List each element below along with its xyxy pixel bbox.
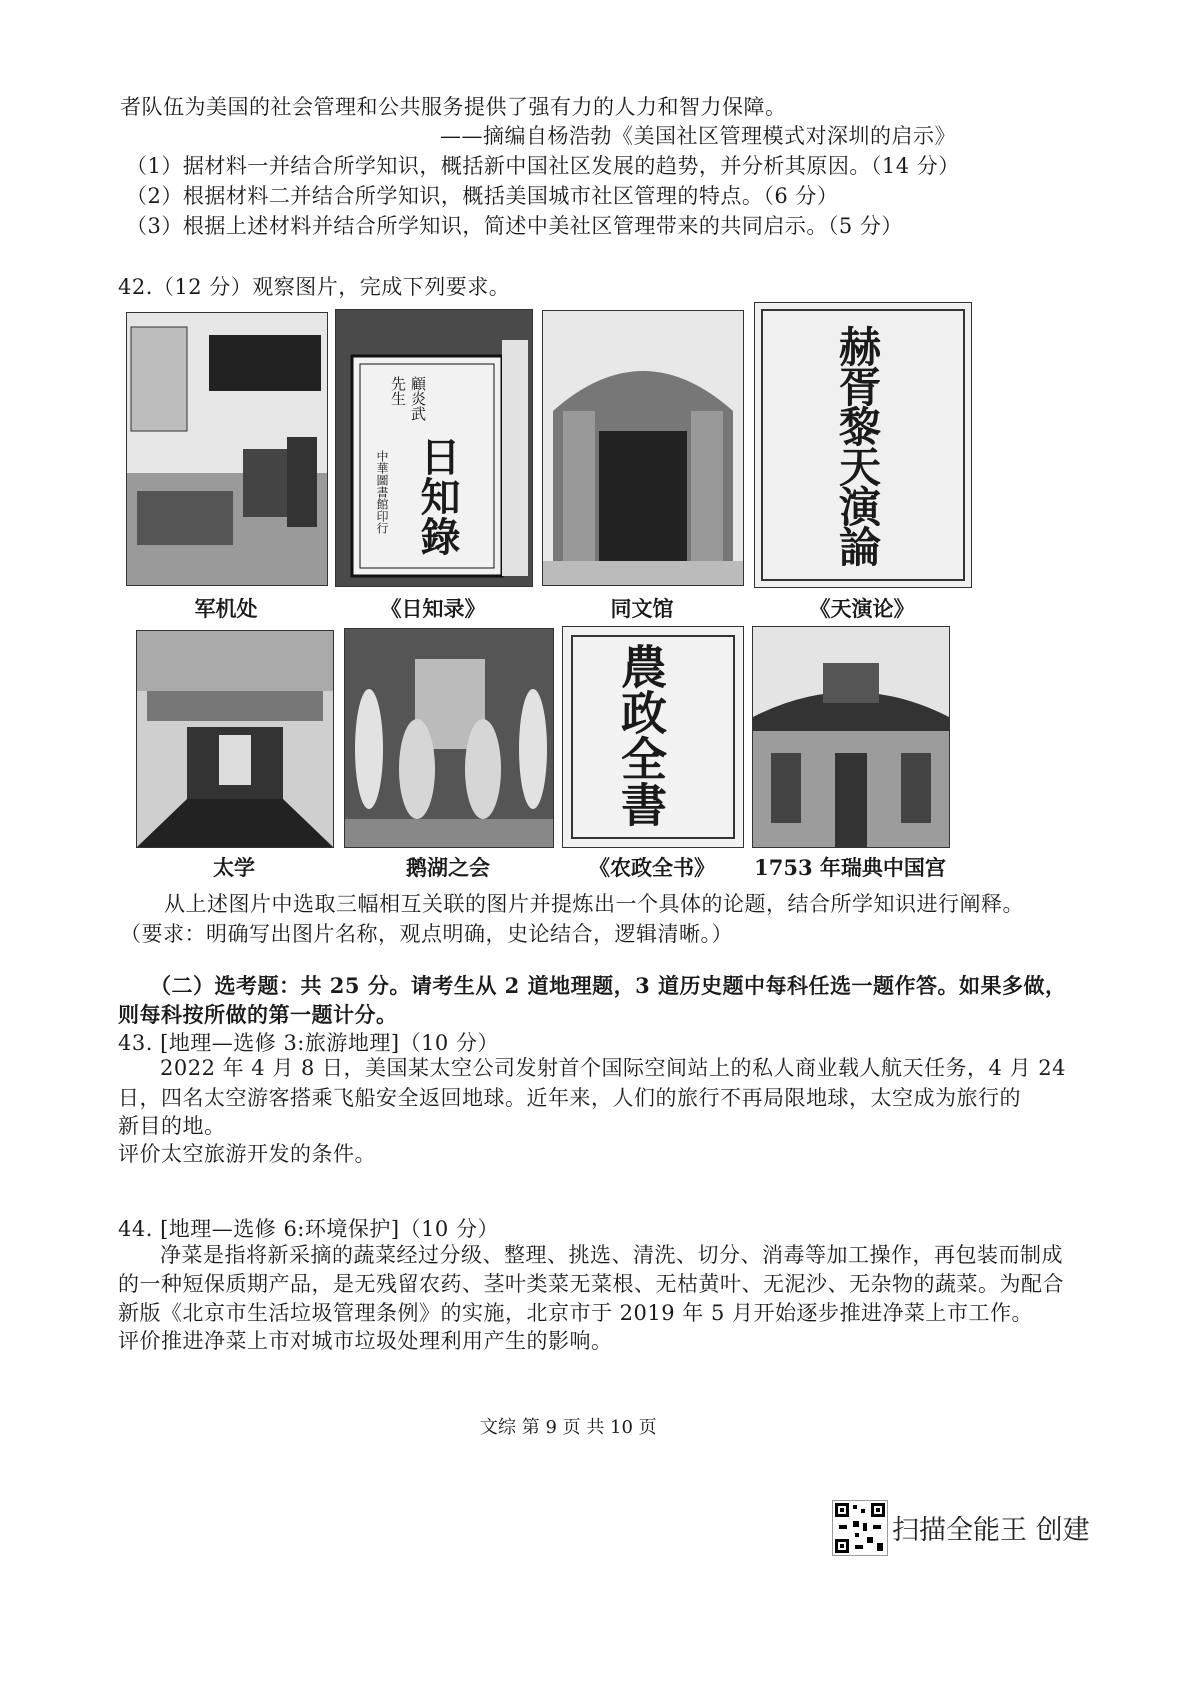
q43-body-2: 日，四名太空游客搭乘飞船安全返回地球。近年来，人们的旅行不再局限地球，太空成为旅行的 [118, 1086, 1021, 1110]
intro-line: 者队伍为美国的社会管理和公共服务提供了强有力的人力和智力保障。 [120, 95, 787, 119]
tianyanlun-photo [754, 302, 972, 588]
q41-sub-2: （2）根据材料二并结合所学知识，概括美国城市社区管理的特点。（6 分） [126, 184, 839, 208]
tongwenguan-photo [542, 310, 744, 586]
q42-heading: 42.（12 分）观察图片，完成下列要求。 [118, 275, 511, 299]
nongzhengquanshu-photo [562, 626, 744, 848]
ehuzhihui-photo [344, 628, 554, 848]
page-number: 文综 第 9 页 共 10 页 [480, 1417, 657, 1438]
q44-body-2: 的一种短保质期产品，是无残留农药、茎叶类菜无菜根、无枯黄叶、无泥沙、无杂物的蔬菜。为配合 [118, 1272, 1064, 1296]
q44-body-1: 净菜是指将新采摘的蔬菜经过分级、整理、挑选、清洗、切分、消毒等加工操作，再包装而制成 [160, 1243, 1063, 1267]
q41-sub-3: （3）根据上述材料并结合所学知识，简述中美社区管理带来的共同启示。（5 分） [126, 214, 903, 238]
junjichu-photo [126, 312, 328, 586]
q42-instruction: 从上述图片中选取三幅相互关联的图片并提炼出一个具体的论题，结合所学知识进行阐释。 [164, 892, 1024, 916]
q43-heading: 43. [地理—选修 3:旅游地理]（10 分） [118, 1031, 499, 1055]
rizhilu-photo [335, 309, 533, 587]
q43-body-1: 2022 年 4 月 8 日，美国某太空公司发射首个国际空间站上的私人商业载人航天任务，4 月 24 [160, 1056, 1066, 1080]
book-author: 顧炎武 [409, 376, 427, 421]
section2-line1: （二）选考题：共 25 分。请考生从 2 道地理题，3 道历史题中每科任选一题作答。如果多做， [150, 973, 1067, 998]
caption-junjichu: 军机处 [194, 596, 258, 621]
caption-tianyanlun: 《天演论》 [809, 596, 915, 621]
book-author-side: 先生 [389, 376, 407, 406]
q43-body-3: 新目的地。 [118, 1114, 226, 1138]
book-title: 赫胥黎天演論 [833, 325, 882, 565]
book-publisher: 中華圖書館印行 [375, 450, 389, 534]
scanner-watermark: 扫描全能王 创建 [892, 1515, 1090, 1546]
qr-code-icon [832, 1500, 888, 1556]
q43-task: 评价太空旅游开发的条件。 [118, 1142, 376, 1166]
q44-body-3: 新版《北京市生活垃圾管理条例》的实施，北京市于 2019 年 5 月开始逐步推进净菜上市工作。 [118, 1301, 1034, 1325]
section2-line2: 则每科按所做的第一题计分。 [118, 1002, 398, 1027]
taixue-photo [136, 630, 334, 848]
q41-sub-1: （1）据材料一并结合所学知识，概括新中国社区发展的趋势，并分析其原因。（14 分） [126, 154, 960, 178]
q44-task: 评价推进净菜上市对城市垃圾处理利用产生的影响。 [118, 1329, 613, 1353]
swedish-chinese-palace-photo [752, 626, 950, 848]
q42-requirement: （要求：明确写出图片名称，观点明确，史论结合，逻辑清晰。） [120, 922, 733, 946]
caption-nongzhengquanshu: 《农政全书》 [589, 855, 715, 880]
caption-ehuzhihui: 鹅湖之会 [406, 855, 490, 880]
caption-tongwenguan: 同文馆 [610, 596, 674, 621]
source-citation: ——摘编自杨浩勃《美国社区管理模式对深圳的启示》 [440, 124, 956, 148]
caption-taixue: 太学 [213, 855, 255, 880]
book-title: 日知錄 [414, 436, 461, 556]
q44-heading: 44. [地理—选修 6:环境保护]（10 分） [118, 1217, 499, 1241]
book-title: 農政全書 [614, 643, 668, 827]
caption-swedish-palace: 1753 年瑞典中国宫 [754, 855, 946, 880]
caption-rizhilu: 《日知录》 [380, 596, 486, 621]
